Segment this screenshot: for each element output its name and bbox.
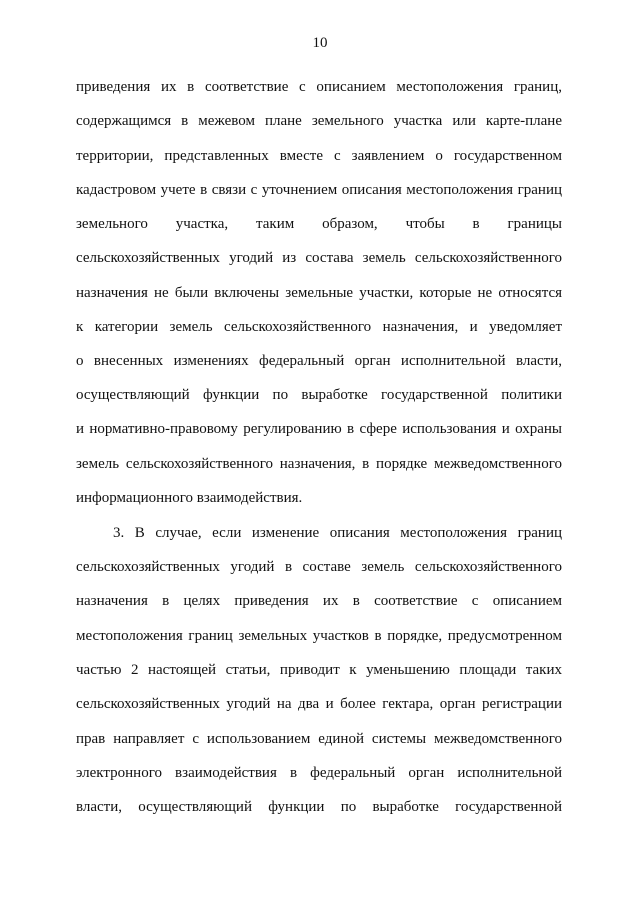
text-line: сельскохозяйственных угодий из состава земель сельскохозяйственного [76,250,562,266]
text-line: содержащимся в межевом плане земельного участка или карте-плане [76,113,562,129]
text-line: кадастровом учете в связи с уточнением описания местоположения границ [76,182,562,198]
text-line: назначения в целях приведения их в соответствие с описанием [76,593,562,609]
text-line: и нормативно-правовому регулированию в сфере использования и охраны [76,421,562,437]
paragraph-first-line: 3. В случае, если изменение описания местоположения границ [113,525,562,541]
text-line: территории, представленных вместе с заявлением о государственном [76,148,562,164]
text-line: приведения их в соответствие с описанием местоположения границ, [76,79,562,95]
text-line: сельскохозяйственных угодий на два и более гектара, орган регистрации [76,696,562,712]
text-line: к категории земель сельскохозяйственного назначения, и уведомляет [76,319,562,335]
text-line: назначения не были включены земельные участки, которые не относятся [76,285,562,301]
text-line: о внесенных изменениях федеральный орган исполнительной власти, [76,353,562,369]
paragraph-last-line: информационного взаимодействия. [76,490,303,506]
text-line: местоположения границ земельных участков в порядке, предусмотренном [76,628,562,644]
text-line: частью 2 настоящей статьи, приводит к уменьшению площади таких [76,662,562,678]
text-line: осуществляющий функции по выработке государственной политики [76,387,562,403]
text-line: сельскохозяйственных угодий в составе земель сельскохозяйственного [76,559,562,575]
text-line: электронного взаимодействия в федеральный орган исполнительной [76,765,562,781]
text-line: земельного участка, таким образом, чтобы в границы [76,216,562,232]
page-number: 10 [312,35,328,51]
text-line: прав направляет с использованием единой системы межведомственного [76,731,562,747]
text-line: власти, осуществляющий функции по выработке государственной [76,799,562,815]
text-line: земель сельскохозяйственного назначения, в порядке межведомственного [76,456,562,472]
